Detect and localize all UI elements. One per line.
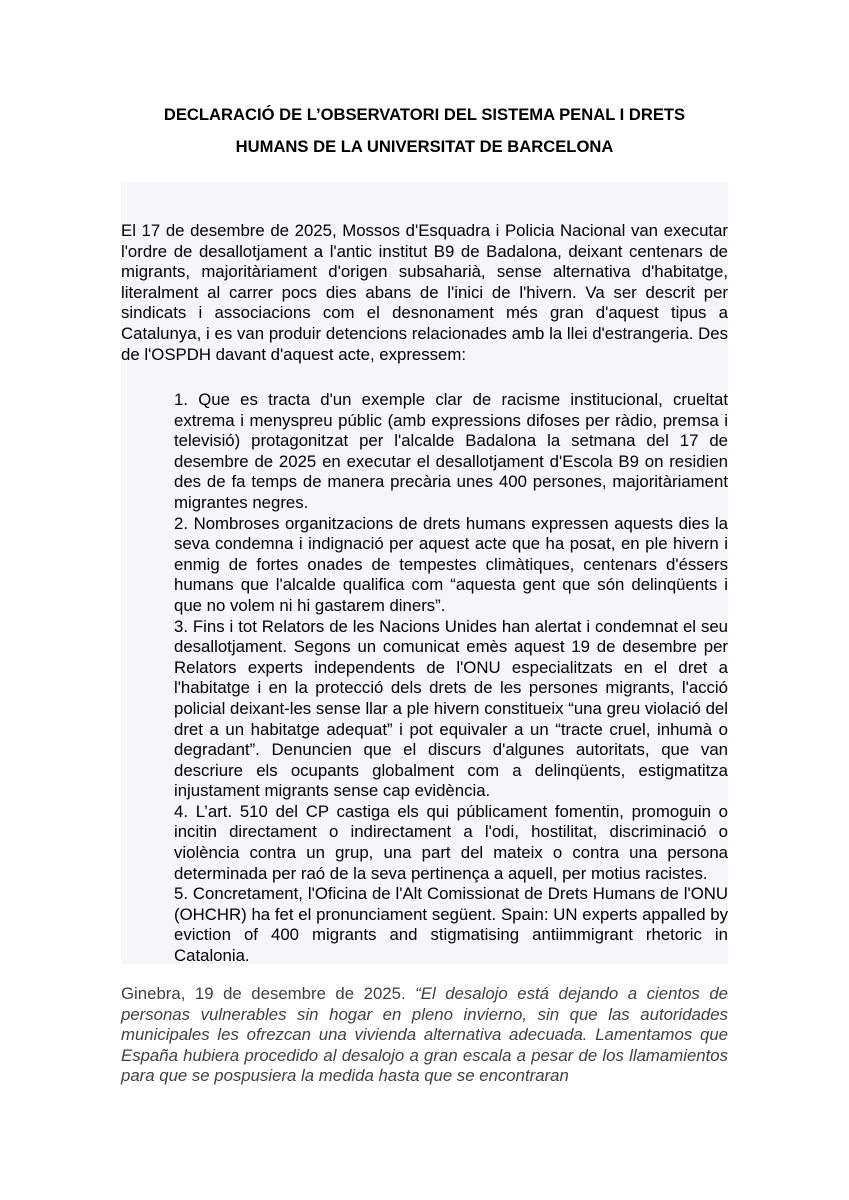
title-line-2: HUMANS DE LA UNIVERSITAT DE BARCELONA xyxy=(235,137,614,156)
list-item: 2. Nombroses organitzacions de drets humans expressen aquests dies la seva condemna i indignació per aquest acte que ha posat, en ple hivern i enmig de fortes onades de tempestes climàtiques, centenars d'éssers humans que l'alcalde qualifica com “aquesta gent que són delinqüents i que no volem ni hi gastarem diners”. xyxy=(174,513,728,615)
closing-quote: “El desalojo está dejando a cientos de personas vulnerables sin hogar en pleno invierno, sin que las autoridades municipales les ofrezcan una vivienda alternativa adecuada. Lamentamos que España hubiera procedido al desalojo a gran escala a pesar de los llamamientos para que se pospusiera la medida hasta que se encontraran xyxy=(121,984,728,1086)
list-item: 4. L’art. 510 del CP castiga els qui públicament fomentin, promoguin o incitin directament o indirectament a l'odi, hostilitat, discriminació o violència contra un grup, una part del mateix o contra una persona determinada per raó de la seva pertinença a aquell, per motius racistes. xyxy=(174,801,728,883)
title-line-1: DECLARACIÓ DE L’OBSERVATORI DEL SISTEMA PENAL I DRETS xyxy=(163,105,686,124)
list-item: 3. Fins i tot Relators de les Nacions Unides han alertat i condemnat el seu desallotjament. Segons un comunicat emès aquest 19 de desembre per Relators experts independents de l'ONU especialitzats en el dret a l'habitatge i en la protecció dels drets de les persones migrants, l'acció policial deixant-les sense llar a ple hivern constitueix “una greu violació del dret a un habitatge adequat” i pot equivaler a un “tracte cruel, inhumà o degradant”. Denuncien que el discurs d'algunes autoritats, que van descriure els ocupants globalment com a delinqüents, estigmatitza injustament migrants sense cap evidència. xyxy=(174,616,728,801)
statement-list xyxy=(174,390,728,967)
list-item: 1. Que es tracta d'un exemple clar de racisme institucional, crueltat extrema i menyspreu públic (amb expressions difoses per ràdio, premsa i televisió) protagonitzat per l'alcalde Badalona la setmana del 17 de desembre de 2025 en executar el desallotjament d'Escola B9 on residien des de fa temps de manera precària unes 400 persones, majoritàriament migrantes negres. xyxy=(174,390,728,512)
list-item: 5. Concretament, l'Oficina de l'Alt Comissionat de Drets Humans de l'ONU (OHCHR) ha fet el pronunciament següent. Spain: UN experts appalled by eviction of 400 migrants and stigmatising antiimmigrant rhetoric in Catalonia. xyxy=(174,884,728,966)
closing-place-date: Ginebra, 19 de desembre de 2025. xyxy=(121,984,406,1003)
closing-paragraph xyxy=(121,984,728,1087)
intro-paragraph: El 17 de desembre de 2025, Mossos d'Esquadra i Policia Nacional van executar l'ordre de desallotjament a l'antic institut B9 de Badalona, deixant centenars de migrants, majoritàriament d'origen subsaharià, sense alternativa d'habitatge, literalment al carrer pocs dies abans de l'inici de l'hivern. Va ser descrit per sindicats i associacions com el desnonament més gran d'aquest tipus a Catalunya, i es van produir detencions relacionades amb la llei d'estrangeria. Des de l'OSPDH davant d'aquest acte, expressem: xyxy=(121,221,728,364)
document-title xyxy=(120,99,729,163)
